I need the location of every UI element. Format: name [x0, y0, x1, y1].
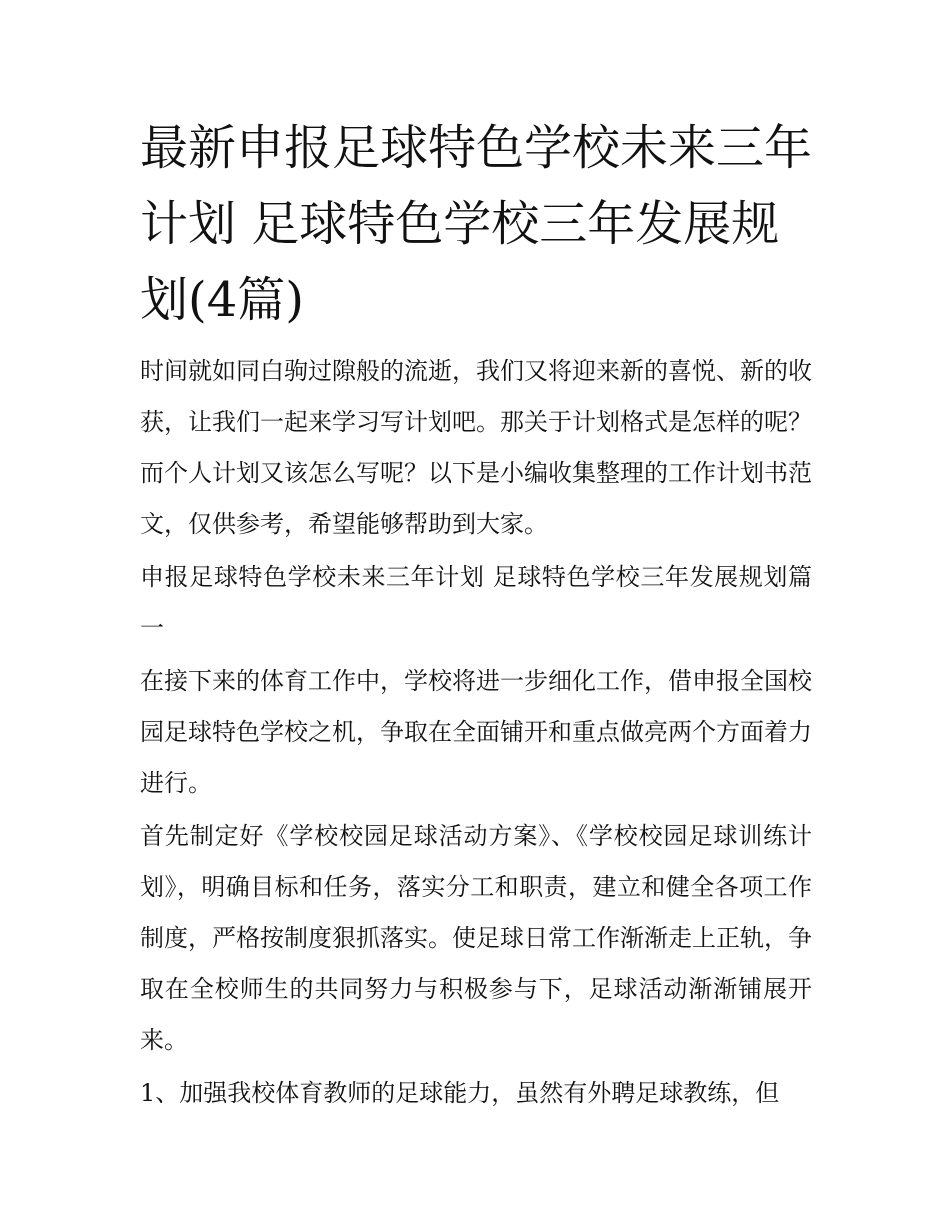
body-paragraph: 在接下来的体育工作中，学校将进一步细化工作，借申报全国校园足球特色学校之机，争取在全面铺开和重点做亮两个方面着力进行。 — [140, 667, 812, 797]
body-paragraph: 首先制定好《学校校园足球活动方案》、《学校校园足球训练计划》，明确目标和任务，落实分工和职责，建立和健全各项工作制度，严格按制度狠抓落实。使足球日常工作渐渐走上正轨，争取在全校师生的共同努力与积极参与下，足球活动渐渐铺展开来。 — [140, 822, 812, 1054]
section-heading: 申报足球特色学校未来三年计划 足球特色学校三年发展规划篇一 — [140, 563, 812, 642]
intro-paragraph: 时间就如同白驹过隙般的流逝，我们又将迎来新的喜悦、新的收获，让我们一起来学习写计划吧。那关于计划格式是怎样的呢？而个人计划又该怎么写呢？以下是小编收集整理的工作计划书范文，仅供参考，希望能够帮助到大家。 — [140, 357, 812, 538]
document-title: 最新申报足球特色学校未来三年计划 足球特色学校三年发展规划(4篇) — [140, 120, 813, 328]
document-page — [140, 110, 812, 1121]
list-item: 1、加强我校体育教师的足球能力，虽然有外聘足球教练，但 — [140, 1079, 780, 1107]
